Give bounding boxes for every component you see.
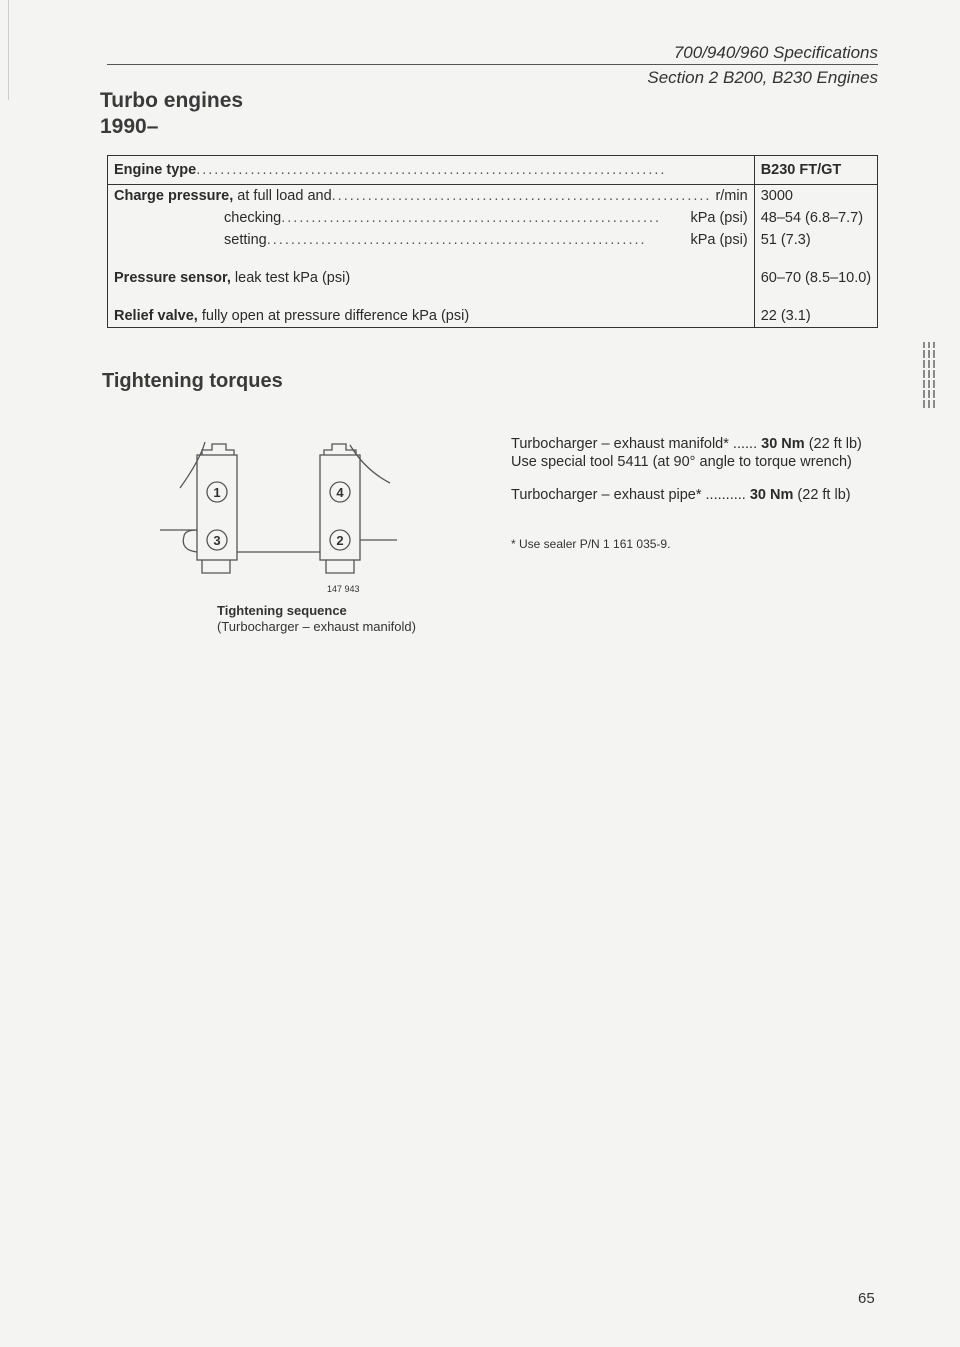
tightening-torques-heading: Tightening torques — [102, 370, 283, 392]
table-row-body — [108, 185, 878, 328]
torque-line-exhaust-pipe: Turbocharger – exhaust pipe* .......... 30 Nm (22 ft lb) — [511, 487, 851, 503]
relief-valve-value: 22 (3.1) — [760, 308, 811, 324]
charge-pressure-label: Charge pressure, — [114, 188, 234, 204]
charge-pressure-value: 3000 — [760, 188, 793, 204]
setting-unit: kPa (psi) — [690, 232, 748, 248]
spec-table — [107, 155, 878, 328]
spec-values-cell — [754, 185, 877, 328]
checking-value: 48–54 (6.8–7.7) — [760, 210, 864, 226]
turbo-heading-line1: Turbo engines — [100, 89, 244, 112]
checking-label: checking — [224, 210, 282, 226]
turbo-heading-line2: 1990– — [100, 115, 159, 138]
relief-valve-line: Relief valve, fully open at pressure difference kPa (psi) — [114, 308, 470, 324]
figure-caption-title: Tightening sequence — [217, 603, 347, 618]
tightening-sequence-diagram — [160, 440, 410, 590]
bolt-3-label: 3 — [213, 533, 221, 548]
leader-dots: .......... — [705, 487, 746, 503]
leader-dots: ...... — [732, 436, 758, 452]
checking-line — [114, 207, 748, 229]
leader-dots: ............................................................... — [331, 188, 712, 204]
sealer-note: * Use sealer P/N 1 161 035-9. — [511, 537, 671, 551]
pressure-sensor-line: Pressure sensor, leak test kPa (psi) — [114, 270, 351, 286]
torque-value-exhaust-pipe: 30 Nm — [749, 487, 794, 503]
leader-dots: .............................................................................. — [196, 162, 667, 178]
setting-value: 51 (7.3) — [760, 232, 811, 248]
figure-caption: (Turbocharger – exhaust manifold) — [217, 619, 416, 634]
page-edge-line — [8, 0, 9, 100]
header-section: Section 2 B200, B230 Engines — [647, 68, 878, 87]
leader-dots: ............................................................... — [266, 232, 647, 248]
setting-line — [114, 229, 748, 251]
torque-value-manifold: 30 Nm — [761, 436, 805, 452]
bolt-2-label: 2 — [336, 533, 344, 548]
engine-type-value: B230 FT/GT — [754, 156, 877, 185]
header-rule — [107, 64, 878, 65]
engine-type-label: Engine type — [114, 162, 197, 178]
bolt-1-label: 1 — [213, 485, 221, 500]
section-tab-marker — [921, 340, 937, 410]
spec-labels-cell — [108, 185, 755, 328]
setting-label: setting — [224, 232, 267, 248]
page-number: 65 — [858, 1290, 875, 1307]
charge-pressure-line: Charge pressure, at full load and ............................................................... r/min — [114, 185, 748, 207]
charge-pressure-unit: r/min — [715, 188, 748, 204]
pressure-sensor-value: 60–70 (8.5–10.0) — [760, 270, 872, 286]
pressure-sensor-label: Pressure sensor, — [114, 270, 231, 286]
engine-type-label-cell — [108, 156, 755, 185]
figure-number: 147 943 — [327, 584, 360, 594]
torque-line-manifold: Turbocharger – exhaust manifold* ...... 30 Nm (22 ft lb) — [511, 436, 862, 452]
turbo-engines-heading — [100, 88, 243, 140]
leader-dots: ............................................................... — [281, 210, 662, 226]
checking-unit: kPa (psi) — [690, 210, 748, 226]
relief-valve-label: Relief valve, — [114, 308, 198, 324]
bolt-4-label: 4 — [336, 485, 344, 500]
special-tool-line: Use special tool 5411 (at 90° angle to torque wrench) — [511, 454, 852, 470]
header-title: 700/940/960 Specifications — [673, 43, 878, 62]
table-row-engine-type — [108, 156, 878, 185]
